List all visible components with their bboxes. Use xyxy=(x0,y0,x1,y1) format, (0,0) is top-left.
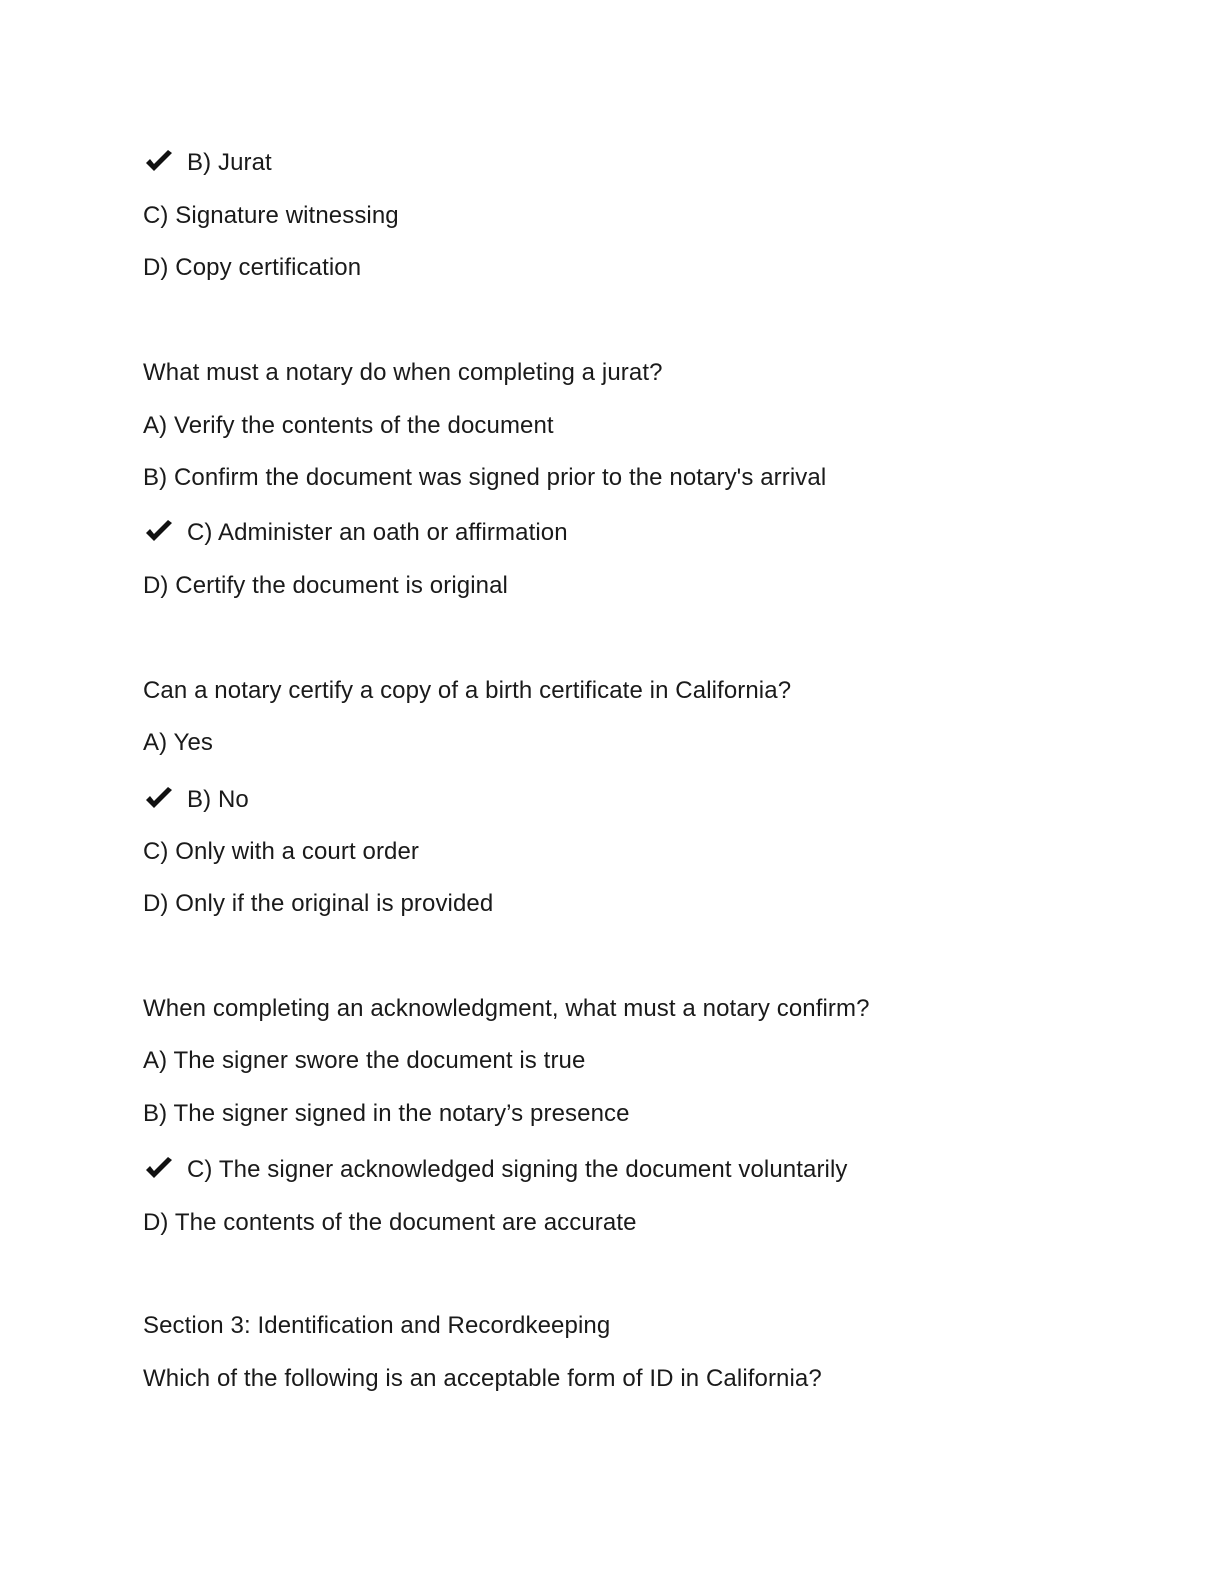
q2-option-a: A) Verify the contents of the document xyxy=(143,412,554,439)
check-mark-icon xyxy=(143,785,175,815)
q4-option-b: B) The signer signed in the notary’s presence xyxy=(143,1100,630,1127)
check-mark-icon xyxy=(143,1155,175,1185)
q3-option-c: C) Only with a court order xyxy=(143,838,420,865)
q3-question: Can a notary certify a copy of a birth certificate in California? xyxy=(143,677,792,704)
q4-option-d: D) The contents of the document are accurate xyxy=(143,1209,637,1236)
section-heading: Section 3: Identification and Recordkeeping xyxy=(143,1312,611,1339)
check-mark-icon xyxy=(143,518,175,548)
q3-option-d: D) Only if the original is provided xyxy=(143,890,494,917)
option-label: C) The signer acknowledged signing the document voluntarily xyxy=(187,1156,848,1183)
q3-option-b xyxy=(143,785,249,815)
q1-option-b xyxy=(143,148,272,178)
q3-option-a: A) Yes xyxy=(143,729,213,756)
q2-question: What must a notary do when completing a jurat? xyxy=(143,359,663,386)
option-label: B) No xyxy=(187,786,249,813)
q1-option-c: C) Signature witnessing xyxy=(143,202,399,229)
q2-option-c xyxy=(143,518,568,548)
option-label: C) Administer an oath or affirmation xyxy=(187,519,568,546)
q1-option-d: D) Copy certification xyxy=(143,254,362,281)
q4-option-a: A) The signer swore the document is true xyxy=(143,1047,586,1074)
q2-option-b: B) Confirm the document was signed prior to the notary's arrival xyxy=(143,464,827,491)
check-mark-icon xyxy=(143,148,175,178)
q2-option-d: D) Certify the document is original xyxy=(143,572,508,599)
option-label: B) Jurat xyxy=(187,149,272,176)
section3-question: Which of the following is an acceptable form of ID in California? xyxy=(143,1365,822,1392)
q4-question: When completing an acknowledgment, what must a notary confirm? xyxy=(143,995,870,1022)
q4-option-c xyxy=(143,1155,848,1185)
